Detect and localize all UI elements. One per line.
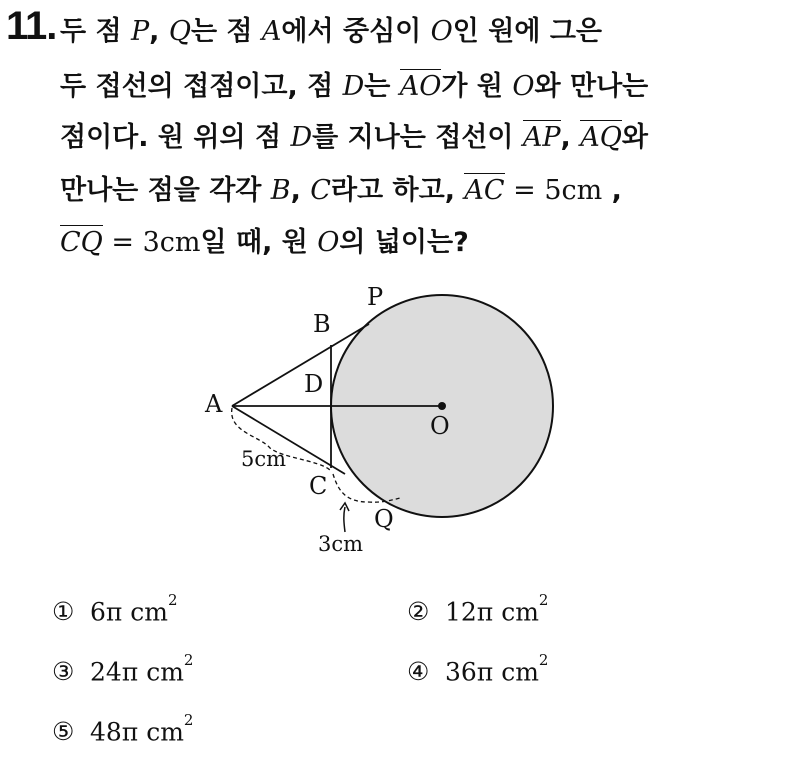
math-segment-aq: AQ bbox=[580, 122, 622, 153]
center-point-o bbox=[438, 402, 446, 410]
math-point-d: D bbox=[342, 71, 365, 102]
choice-exponent: 2 bbox=[183, 651, 194, 669]
choice-value: 24π cm bbox=[90, 657, 184, 687]
choice-number: ② bbox=[407, 597, 430, 627]
choice-number: ③ bbox=[52, 657, 75, 687]
choice-exponent: 2 bbox=[538, 651, 549, 669]
choice-exponent: 2 bbox=[168, 591, 178, 609]
text-segment: 두 점 bbox=[60, 16, 131, 47]
choice-value: 48π cm bbox=[90, 717, 184, 747]
math-point-q: Q bbox=[168, 16, 191, 47]
question-number: 11. bbox=[6, 4, 57, 48]
text-segment: 에서 중심이 bbox=[281, 16, 431, 47]
math-point-d: D bbox=[290, 122, 313, 153]
math-unit: cm bbox=[561, 175, 603, 206]
choice-5[interactable] bbox=[52, 711, 194, 747]
label-p: P bbox=[367, 283, 384, 311]
label-o: O bbox=[430, 412, 450, 440]
math-segment-ac: AC bbox=[464, 175, 505, 206]
choice-value: 6π cm bbox=[90, 597, 168, 627]
choice-number: ④ bbox=[407, 657, 430, 687]
math-segment-cq: CQ bbox=[60, 227, 103, 258]
text-segment: 인 원에 그은 bbox=[452, 16, 602, 47]
label-c: C bbox=[309, 472, 328, 500]
text-segment: 점이다. 원 위의 점 bbox=[60, 122, 291, 153]
choice-number: ⑤ bbox=[52, 717, 75, 747]
choice-exponent: 2 bbox=[538, 591, 549, 609]
text-segment: 는 점 bbox=[190, 16, 262, 47]
math-point-o: O bbox=[430, 16, 453, 47]
math-point-a: A bbox=[261, 16, 282, 47]
math-point-o: O bbox=[512, 71, 535, 102]
dimension-label-cq: 3cm bbox=[318, 532, 364, 556]
choice-1[interactable] bbox=[52, 591, 178, 627]
math-equation: = 3 bbox=[102, 227, 160, 258]
text-segment: 라고 하고, bbox=[330, 175, 465, 206]
text-segment: 는 bbox=[364, 71, 400, 102]
text-segment: 두 접선의 접점이고, 점 bbox=[60, 71, 343, 102]
math-segment-ao: AO bbox=[399, 71, 442, 102]
label-d: D bbox=[304, 370, 324, 398]
choice-3[interactable] bbox=[52, 651, 194, 687]
choice-2[interactable] bbox=[407, 591, 549, 627]
text-segment: 와 bbox=[621, 122, 648, 153]
text-segment: 의 넓이는? bbox=[339, 227, 469, 258]
dimension-arrow-cq bbox=[344, 507, 345, 532]
label-b: B bbox=[313, 310, 331, 338]
choice-4[interactable] bbox=[407, 651, 549, 687]
choice-number: ① bbox=[52, 597, 75, 627]
dimension-label-ac: 5cm bbox=[241, 447, 287, 471]
math-point-c: C bbox=[310, 175, 331, 206]
text-segment: , bbox=[602, 175, 622, 206]
math-point-b: B bbox=[270, 175, 291, 206]
choice-value: 36π cm bbox=[445, 657, 539, 687]
text-segment: 와 만나는 bbox=[534, 71, 649, 102]
math-point-p: P bbox=[130, 16, 150, 47]
text-segment: 가 원 bbox=[441, 71, 513, 102]
text-segment: , bbox=[290, 175, 311, 206]
text-segment: 일 때, 원 bbox=[200, 227, 318, 258]
text-segment: , bbox=[560, 122, 581, 153]
text-segment: 를 지나는 접선이 bbox=[312, 122, 523, 153]
choice-exponent: 2 bbox=[183, 711, 194, 729]
math-unit: cm bbox=[159, 227, 201, 258]
math-segment-ap: AP bbox=[522, 122, 561, 153]
math-point-o: O bbox=[317, 227, 340, 258]
label-a: A bbox=[205, 390, 223, 418]
text-segment: , bbox=[149, 16, 169, 47]
text-segment: 만나는 점을 각각 bbox=[60, 175, 271, 206]
label-q: Q bbox=[374, 505, 394, 533]
math-equation: = 5 bbox=[504, 175, 562, 206]
choice-value: 12π cm bbox=[445, 597, 539, 627]
